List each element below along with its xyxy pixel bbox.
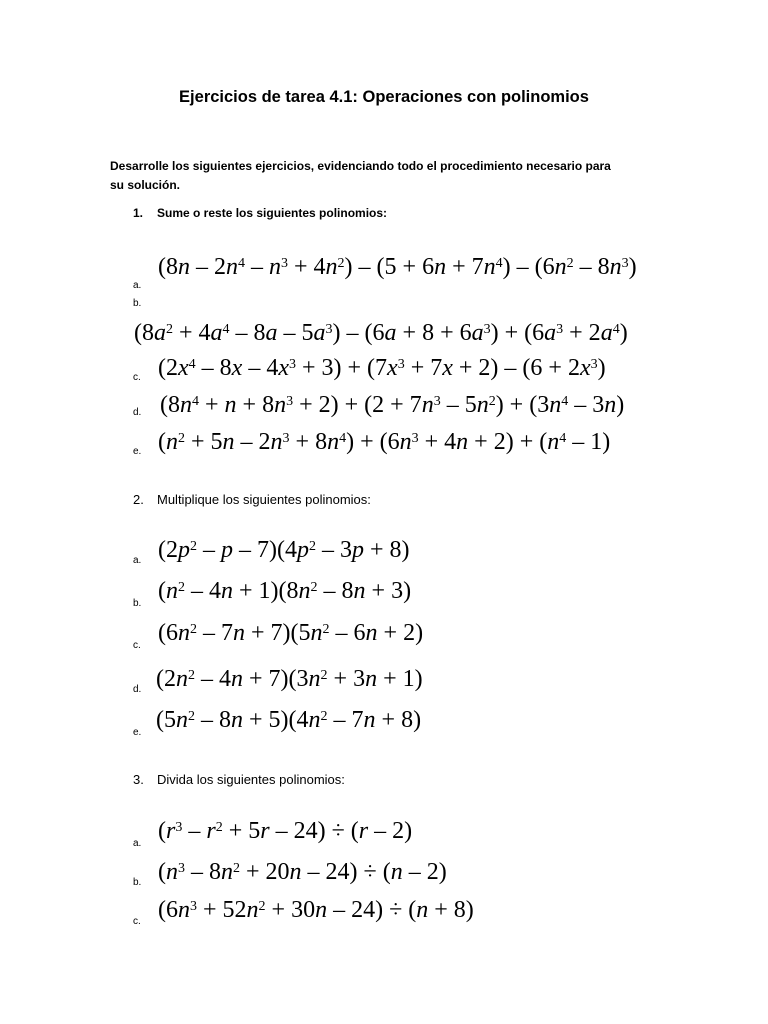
section-1-title: Sume o reste los siguientes polinomios: bbox=[157, 206, 388, 220]
s1-expression-c: $(2x^4 - 8x - 4x^3 + 3) + (7x^3 + 7x + 2) - (6 + 2x^3)$ bbox=[158, 355, 606, 381]
page-title: Ejercicios de tarea 4.1: Operaciones con polinomios bbox=[179, 88, 589, 106]
s3-letter-c: c. bbox=[133, 916, 141, 927]
s1-expression-b: $(8a^2 + 4a^4 - 8a - 5a^3) - (6a + 8 + 6a^3) + (6a^3 + 2a^4)$ bbox=[134, 320, 628, 346]
s3-expression-a: $(r^3 - r^2 + 5r - 24) \div (r - 2)$ bbox=[158, 818, 413, 844]
s1-expression-d: $(8n^4 + n + 8n^3 + 2) + (2 + 7n^3 - 5n^2) + (3n^4 - 3n)$ bbox=[160, 392, 625, 418]
instructions bbox=[110, 157, 670, 195]
s2-letter-d: d. bbox=[133, 684, 142, 695]
s2-letter-a: a. bbox=[133, 555, 142, 566]
s1-letter-b: b. bbox=[133, 298, 142, 309]
s3-expression-b: $(n^3 - 8n^2 + 20n - 24) \div (n - 2)$ bbox=[158, 859, 447, 885]
s3-letter-a: a. bbox=[133, 838, 142, 849]
s2-expression-a: $(2p^2 - p - 7)(4p^2 - 3p + 8)$ bbox=[158, 537, 410, 563]
s1-expression-a: $(8n - 2n^4 - n^3 + 4n^2) - (5 + 6n + 7n^4) - (6n^2 - 8n^3)$ bbox=[158, 254, 637, 280]
section-2-number: 2. bbox=[133, 492, 144, 507]
s1-expression-e: $(n^2 + 5n - 2n^3 + 8n^4) + (6n^3 + 4n + 2) + (n^4 - 1)$ bbox=[158, 429, 611, 455]
s3-letter-b: b. bbox=[133, 877, 142, 888]
section-3-heading bbox=[133, 772, 345, 787]
s3-expression-c: $(6n^3 + 52n^2 + 30n - 24) \div (n + 8)$ bbox=[158, 897, 474, 923]
instructions-line-2: su solución. bbox=[110, 178, 181, 192]
s2-expression-d: $(2n^2 - 4n + 7)(3n^2 + 3n + 1)$ bbox=[156, 666, 423, 692]
s1-letter-d: d. bbox=[133, 407, 142, 418]
s2-expression-b: $(n^2 - 4n + 1)(8n^2 - 8n + 3)$ bbox=[158, 578, 412, 604]
s1-letter-c: c. bbox=[133, 372, 141, 383]
section-1-heading bbox=[133, 206, 387, 220]
section-2-title: Multiplique los siguientes polinomios: bbox=[157, 492, 371, 507]
s2-expression-e: $(5n^2 - 8n + 5)(4n^2 - 7n + 8)$ bbox=[156, 707, 422, 733]
s1-letter-e: e. bbox=[133, 446, 142, 457]
instructions-line-1: Desarrolle los siguientes ejercicios, evidenciando todo el procedimiento necesario para bbox=[110, 159, 611, 173]
section-1-number: 1. bbox=[133, 206, 144, 220]
section-3-number: 3. bbox=[133, 772, 144, 787]
s1-letter-a: a. bbox=[133, 280, 142, 291]
section-3-title: Divida los siguientes polinomios: bbox=[157, 772, 345, 787]
s2-expression-c: $(6n^2 - 7n + 7)(5n^2 - 6n + 2)$ bbox=[158, 620, 424, 646]
s2-letter-c: c. bbox=[133, 640, 141, 651]
s2-letter-e: e. bbox=[133, 727, 142, 738]
section-2-heading bbox=[133, 492, 371, 507]
s2-letter-b: b. bbox=[133, 598, 142, 609]
